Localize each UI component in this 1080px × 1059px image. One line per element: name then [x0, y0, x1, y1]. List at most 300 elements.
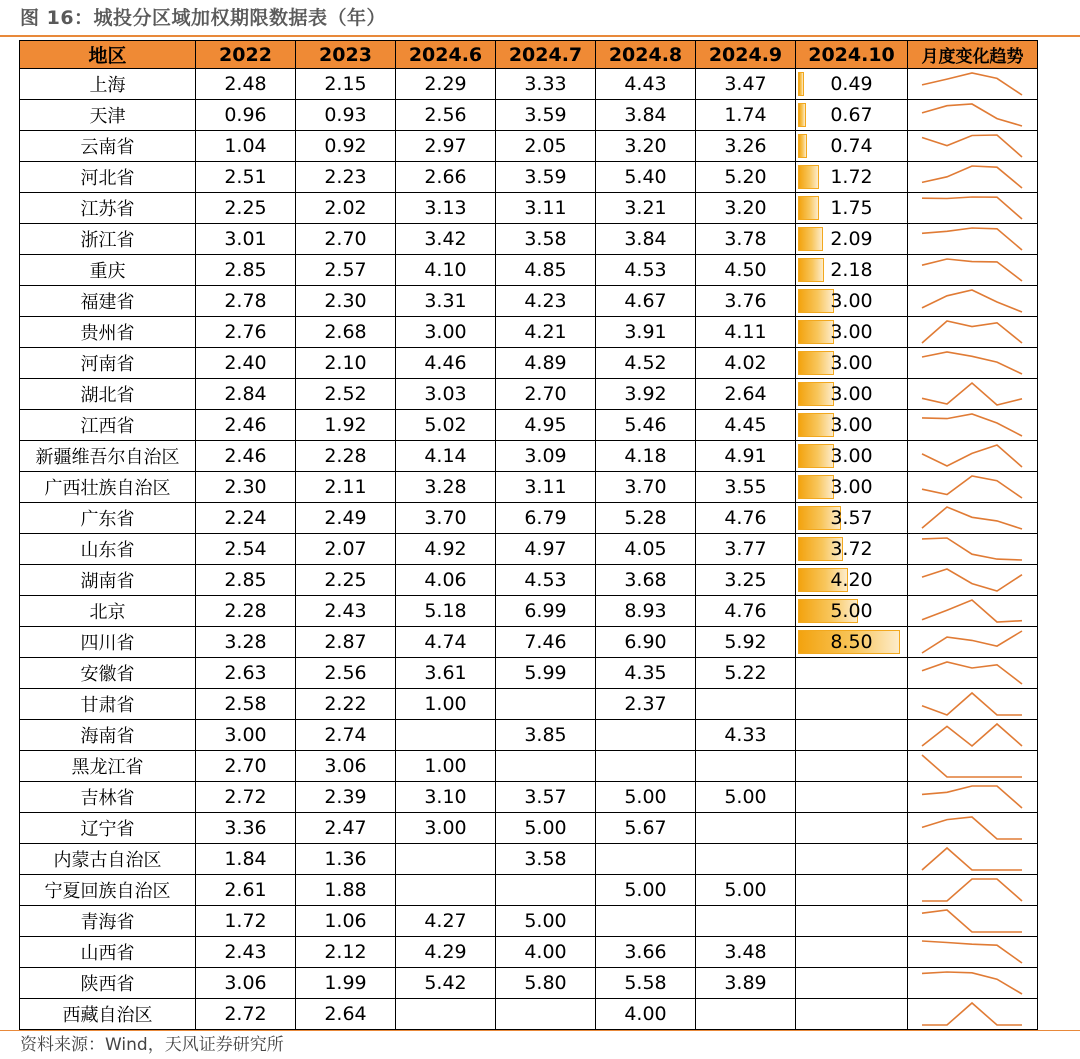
column-header-2024-6: 2024.6 — [396, 41, 496, 69]
value-cell-m6: 4.74 — [396, 627, 496, 658]
value-cell-m8 — [596, 844, 696, 875]
value-cell-m8: 3.84 — [596, 224, 696, 255]
data-bar — [798, 72, 804, 96]
sparkline-line — [922, 259, 1022, 281]
value-cell-y2022: 2.84 — [196, 379, 296, 410]
value-cell-m7: 3.59 — [496, 162, 596, 193]
trend-cell — [908, 999, 1038, 1030]
region-cell: 青海省 — [20, 906, 196, 937]
value-cell-m10 — [796, 999, 908, 1030]
value-cell-m7: 4.89 — [496, 348, 596, 379]
value-cell-m9: 3.55 — [696, 472, 796, 503]
value-cell-y2023: 2.07 — [296, 534, 396, 565]
sparkline-chart — [908, 100, 1036, 130]
value-cell-m8: 4.00 — [596, 999, 696, 1030]
table-row — [20, 286, 1038, 317]
value-cell-m6: 3.10 — [396, 782, 496, 813]
value-cell-y2023: 3.06 — [296, 751, 396, 782]
trend-cell — [908, 317, 1038, 348]
value-cell-m8: 4.35 — [596, 658, 696, 689]
value-cell-y2022: 2.85 — [196, 255, 296, 286]
column-header-2023: 2023 — [296, 41, 396, 69]
table-row — [20, 503, 1038, 534]
value-cell-m10 — [796, 131, 908, 162]
value-cell-m9: 3.89 — [696, 968, 796, 999]
region-cell: 北京 — [20, 596, 196, 627]
value-cell-y2023: 2.30 — [296, 286, 396, 317]
sparkline-line — [922, 693, 1022, 715]
trend-cell — [908, 472, 1038, 503]
value-cell-y2023: 2.87 — [296, 627, 396, 658]
sparkline-line — [922, 724, 1022, 746]
sparkline-line — [922, 321, 1022, 343]
value-cell-m9: 3.77 — [696, 534, 796, 565]
sparkline-line — [922, 817, 1022, 839]
value-label-m10: 3.00 — [830, 290, 873, 312]
value-cell-y2023: 2.52 — [296, 379, 396, 410]
value-cell-y2022: 2.63 — [196, 658, 296, 689]
region-cell: 福建省 — [20, 286, 196, 317]
value-cell-m10 — [796, 472, 908, 503]
sparkline-chart — [908, 348, 1036, 378]
sparkline-line — [922, 383, 1022, 405]
region-cell: 河南省 — [20, 348, 196, 379]
sparkline-line — [922, 1003, 1022, 1025]
value-cell-m7: 5.00 — [496, 813, 596, 844]
value-cell-y2023: 1.92 — [296, 410, 396, 441]
value-cell-m10 — [796, 627, 908, 658]
value-cell-m9 — [696, 844, 796, 875]
value-cell-m6: 3.61 — [396, 658, 496, 689]
value-cell-m8: 6.90 — [596, 627, 696, 658]
value-label-m10: 0.67 — [830, 104, 873, 126]
value-cell-y2022: 2.51 — [196, 162, 296, 193]
value-cell-y2022: 3.01 — [196, 224, 296, 255]
table-row — [20, 410, 1038, 441]
value-cell-y2022: 1.84 — [196, 844, 296, 875]
sparkline-line — [922, 910, 1022, 932]
value-cell-m7 — [496, 999, 596, 1030]
region-cell: 河北省 — [20, 162, 196, 193]
value-cell-m6: 4.92 — [396, 534, 496, 565]
sparkline-chart — [908, 596, 1036, 626]
value-label-m10: 3.00 — [830, 476, 873, 498]
value-cell-m10 — [796, 286, 908, 317]
region-cell: 贵州省 — [20, 317, 196, 348]
region-cell: 江苏省 — [20, 193, 196, 224]
value-cell-m7: 3.85 — [496, 720, 596, 751]
value-cell-m6: 5.42 — [396, 968, 496, 999]
data-bar — [798, 413, 834, 437]
value-label-m10: 3.57 — [830, 507, 873, 529]
value-cell-m7: 3.57 — [496, 782, 596, 813]
sparkline-chart — [908, 503, 1036, 533]
trend-cell — [908, 255, 1038, 286]
value-cell-y2023: 1.36 — [296, 844, 396, 875]
value-cell-m8: 5.67 — [596, 813, 696, 844]
value-cell-m8: 3.84 — [596, 100, 696, 131]
value-cell-m9 — [696, 906, 796, 937]
value-cell-m7: 5.80 — [496, 968, 596, 999]
value-cell-m7: 3.33 — [496, 69, 596, 100]
trend-cell — [908, 689, 1038, 720]
value-cell-y2022: 3.00 — [196, 720, 296, 751]
region-cell: 上海 — [20, 69, 196, 100]
sparkline-chart — [908, 69, 1036, 99]
region-cell: 云南省 — [20, 131, 196, 162]
value-cell-m6: 4.06 — [396, 565, 496, 596]
value-cell-m6: 4.46 — [396, 348, 496, 379]
value-cell-m9: 3.25 — [696, 565, 796, 596]
value-cell-y2022: 2.40 — [196, 348, 296, 379]
sparkline-line — [922, 848, 1022, 870]
sparkline-chart — [908, 751, 1036, 781]
table-row — [20, 565, 1038, 596]
column-header-2022: 2022 — [196, 41, 296, 69]
value-cell-y2022: 2.61 — [196, 875, 296, 906]
value-cell-m9: 5.20 — [696, 162, 796, 193]
table-row — [20, 162, 1038, 193]
value-cell-m8: 3.66 — [596, 937, 696, 968]
value-cell-m9: 4.11 — [696, 317, 796, 348]
value-cell-y2023: 0.93 — [296, 100, 396, 131]
table-row — [20, 193, 1038, 224]
trend-cell — [908, 596, 1038, 627]
region-cell: 辽宁省 — [20, 813, 196, 844]
value-cell-m8: 3.91 — [596, 317, 696, 348]
value-cell-m9: 3.20 — [696, 193, 796, 224]
trend-cell — [908, 410, 1038, 441]
value-cell-m10 — [796, 782, 908, 813]
trend-cell — [908, 627, 1038, 658]
value-cell-y2023: 2.10 — [296, 348, 396, 379]
table-row — [20, 131, 1038, 162]
value-cell-y2022: 2.24 — [196, 503, 296, 534]
trend-cell — [908, 224, 1038, 255]
value-cell-m9: 5.22 — [696, 658, 796, 689]
value-cell-m9: 3.47 — [696, 69, 796, 100]
value-label-m10: 3.72 — [830, 538, 873, 560]
trend-cell — [908, 162, 1038, 193]
value-cell-y2022: 2.72 — [196, 782, 296, 813]
table-row — [20, 379, 1038, 410]
data-bar — [798, 227, 823, 251]
sparkline-chart — [908, 193, 1036, 223]
value-cell-y2023: 2.68 — [296, 317, 396, 348]
value-label-m10: 5.00 — [830, 600, 873, 622]
value-cell-m7: 3.59 — [496, 100, 596, 131]
sparkline-chart — [908, 906, 1036, 936]
region-cell: 陕西省 — [20, 968, 196, 999]
value-cell-y2023: 2.64 — [296, 999, 396, 1030]
sparkline-chart — [908, 968, 1036, 998]
value-cell-m9: 4.76 — [696, 503, 796, 534]
sparkline-chart — [908, 813, 1036, 843]
value-cell-m8: 5.46 — [596, 410, 696, 441]
data-bar — [798, 196, 819, 220]
value-cell-y2023: 2.28 — [296, 441, 396, 472]
value-cell-m9: 4.02 — [696, 348, 796, 379]
value-cell-m6: 4.29 — [396, 937, 496, 968]
trend-cell — [908, 286, 1038, 317]
value-cell-m9: 3.78 — [696, 224, 796, 255]
value-cell-m10 — [796, 69, 908, 100]
value-cell-m6: 3.28 — [396, 472, 496, 503]
column-header-2024-8: 2024.8 — [596, 41, 696, 69]
value-cell-m7: 4.21 — [496, 317, 596, 348]
table-row — [20, 441, 1038, 472]
region-cell: 重庆 — [20, 255, 196, 286]
value-cell-m10 — [796, 906, 908, 937]
value-cell-m8: 3.20 — [596, 131, 696, 162]
value-cell-m10 — [796, 100, 908, 131]
sparkline-line — [922, 631, 1022, 653]
value-cell-m7: 7.46 — [496, 627, 596, 658]
value-cell-m6: 3.00 — [396, 813, 496, 844]
sparkline-chart — [908, 472, 1036, 502]
value-cell-m10 — [796, 751, 908, 782]
value-label-m10: 3.00 — [830, 321, 873, 343]
value-cell-m6: 3.13 — [396, 193, 496, 224]
value-cell-y2022: 2.58 — [196, 689, 296, 720]
region-cell: 甘肃省 — [20, 689, 196, 720]
value-cell-m9 — [696, 999, 796, 1030]
value-cell-y2023: 2.43 — [296, 596, 396, 627]
value-cell-m8: 3.92 — [596, 379, 696, 410]
source-note: 资料来源：Wind，天风证券研究所 — [20, 1035, 284, 1055]
data-bar — [798, 320, 834, 344]
value-label-m10: 4.20 — [830, 569, 873, 591]
table-row — [20, 968, 1038, 999]
data-bar — [798, 382, 834, 406]
value-cell-y2022: 2.85 — [196, 565, 296, 596]
value-cell-y2022: 1.72 — [196, 906, 296, 937]
value-label-m10: 0.74 — [830, 135, 873, 157]
value-cell-m10 — [796, 224, 908, 255]
table-row — [20, 906, 1038, 937]
value-cell-m7: 3.09 — [496, 441, 596, 472]
value-cell-y2022: 2.72 — [196, 999, 296, 1030]
region-cell: 内蒙古自治区 — [20, 844, 196, 875]
value-cell-m9: 5.00 — [696, 782, 796, 813]
value-cell-y2023: 1.88 — [296, 875, 396, 906]
value-cell-m10 — [796, 689, 908, 720]
value-cell-y2022: 2.30 — [196, 472, 296, 503]
value-cell-y2023: 2.25 — [296, 565, 396, 596]
value-cell-m8: 5.28 — [596, 503, 696, 534]
sparkline-line — [922, 476, 1022, 498]
value-cell-y2022: 3.06 — [196, 968, 296, 999]
sparkline-line — [922, 290, 1022, 312]
value-cell-y2022: 2.46 — [196, 410, 296, 441]
value-label-m10: 2.18 — [830, 259, 873, 281]
value-cell-y2023: 2.11 — [296, 472, 396, 503]
trend-cell — [908, 906, 1038, 937]
value-cell-m10 — [796, 596, 908, 627]
value-cell-m8: 4.05 — [596, 534, 696, 565]
trend-cell — [908, 379, 1038, 410]
value-label-m10: 3.00 — [830, 383, 873, 405]
value-label-m10: 3.00 — [830, 352, 873, 374]
table-row — [20, 100, 1038, 131]
value-cell-m6: 2.56 — [396, 100, 496, 131]
sparkline-line — [922, 73, 1022, 95]
source-divider — [0, 1030, 1080, 1031]
table-row — [20, 224, 1038, 255]
value-cell-m8: 4.53 — [596, 255, 696, 286]
value-label-m10: 2.09 — [830, 228, 873, 250]
region-cell: 黑龙江省 — [20, 751, 196, 782]
region-cell: 宁夏回族自治区 — [20, 875, 196, 906]
sparkline-line — [922, 972, 1022, 994]
trend-cell — [908, 348, 1038, 379]
value-cell-m7 — [496, 875, 596, 906]
value-cell-y2022: 2.28 — [196, 596, 296, 627]
sparkline-line — [922, 755, 1022, 777]
value-cell-m9 — [696, 751, 796, 782]
value-cell-m7: 6.99 — [496, 596, 596, 627]
sparkline-chart — [908, 224, 1036, 254]
sparkline-line — [922, 135, 1022, 157]
value-cell-m9: 4.45 — [696, 410, 796, 441]
value-cell-y2023: 1.99 — [296, 968, 396, 999]
trend-cell — [908, 565, 1038, 596]
value-cell-m8: 5.40 — [596, 162, 696, 193]
value-cell-m10 — [796, 317, 908, 348]
value-cell-m8: 5.00 — [596, 875, 696, 906]
value-cell-y2022: 1.04 — [196, 131, 296, 162]
value-cell-m6: 4.14 — [396, 441, 496, 472]
value-cell-m10 — [796, 875, 908, 906]
sparkline-line — [922, 445, 1022, 467]
region-cell: 山西省 — [20, 937, 196, 968]
value-cell-y2023: 2.57 — [296, 255, 396, 286]
table-row — [20, 255, 1038, 286]
trend-cell — [908, 782, 1038, 813]
value-cell-y2022: 0.96 — [196, 100, 296, 131]
region-cell: 新疆维吾尔自治区 — [20, 441, 196, 472]
value-cell-y2023: 2.15 — [296, 69, 396, 100]
value-cell-m7: 2.70 — [496, 379, 596, 410]
value-cell-m9: 3.48 — [696, 937, 796, 968]
sparkline-chart — [908, 410, 1036, 440]
value-cell-y2022: 2.46 — [196, 441, 296, 472]
value-cell-m6 — [396, 999, 496, 1030]
value-cell-m10 — [796, 534, 908, 565]
value-cell-m6: 3.03 — [396, 379, 496, 410]
table-row — [20, 348, 1038, 379]
value-cell-m7: 3.11 — [496, 472, 596, 503]
value-cell-m10 — [796, 565, 908, 596]
value-cell-m9 — [696, 689, 796, 720]
value-cell-m7: 4.53 — [496, 565, 596, 596]
value-cell-m6: 3.42 — [396, 224, 496, 255]
sparkline-chart — [908, 844, 1036, 874]
value-cell-m7: 2.05 — [496, 131, 596, 162]
sparkline-chart — [908, 689, 1036, 719]
region-cell: 山东省 — [20, 534, 196, 565]
table-row — [20, 317, 1038, 348]
region-cell: 吉林省 — [20, 782, 196, 813]
trend-cell — [908, 937, 1038, 968]
value-cell-m7: 3.11 — [496, 193, 596, 224]
data-bar — [798, 289, 834, 313]
value-cell-m8: 3.68 — [596, 565, 696, 596]
table-row — [20, 844, 1038, 875]
value-cell-y2023: 2.56 — [296, 658, 396, 689]
sparkline-line — [922, 414, 1022, 436]
data-bar — [798, 103, 806, 127]
value-cell-m7: 4.00 — [496, 937, 596, 968]
sparkline-chart — [908, 999, 1036, 1029]
sparkline-chart — [908, 286, 1036, 316]
value-cell-m6: 2.66 — [396, 162, 496, 193]
value-cell-m9: 5.00 — [696, 875, 796, 906]
table-row — [20, 751, 1038, 782]
data-bar — [798, 351, 834, 375]
sparkline-line — [922, 538, 1022, 560]
region-cell: 广东省 — [20, 503, 196, 534]
trend-cell — [908, 441, 1038, 472]
value-cell-m9: 4.91 — [696, 441, 796, 472]
column-header-2024-10: 2024.10 — [796, 41, 908, 69]
value-cell-y2022: 3.28 — [196, 627, 296, 658]
value-cell-m10 — [796, 968, 908, 999]
value-cell-m9: 4.50 — [696, 255, 796, 286]
weighted-term-table — [19, 40, 1038, 1030]
value-label-m10: 8.50 — [830, 631, 873, 653]
value-label-m10: 3.00 — [830, 414, 873, 436]
value-cell-y2023: 1.06 — [296, 906, 396, 937]
value-cell-m7: 4.85 — [496, 255, 596, 286]
region-cell: 西藏自治区 — [20, 999, 196, 1030]
value-cell-m6: 5.02 — [396, 410, 496, 441]
value-cell-m8: 4.67 — [596, 286, 696, 317]
sparkline-chart — [908, 782, 1036, 812]
table-row — [20, 999, 1038, 1030]
value-cell-m8: 3.70 — [596, 472, 696, 503]
value-cell-y2023: 2.39 — [296, 782, 396, 813]
value-cell-m6: 3.00 — [396, 317, 496, 348]
value-cell-m8: 5.00 — [596, 782, 696, 813]
trend-cell — [908, 968, 1038, 999]
region-cell: 安徽省 — [20, 658, 196, 689]
sparkline-line — [922, 600, 1022, 622]
trend-cell — [908, 131, 1038, 162]
region-cell: 江西省 — [20, 410, 196, 441]
trend-cell — [908, 813, 1038, 844]
region-cell: 天津 — [20, 100, 196, 131]
value-cell-m8: 8.93 — [596, 596, 696, 627]
value-cell-m7: 5.00 — [496, 906, 596, 937]
column-header-2024-9: 2024.9 — [696, 41, 796, 69]
value-cell-m6 — [396, 844, 496, 875]
value-cell-m6: 1.00 — [396, 751, 496, 782]
table-row — [20, 627, 1038, 658]
value-cell-m6: 3.31 — [396, 286, 496, 317]
value-cell-m7: 4.95 — [496, 410, 596, 441]
value-cell-y2022: 2.43 — [196, 937, 296, 968]
trend-cell — [908, 100, 1038, 131]
sparkline-line — [922, 507, 1022, 529]
sparkline-chart — [908, 875, 1036, 905]
value-cell-m6: 5.18 — [396, 596, 496, 627]
value-cell-y2023: 2.22 — [296, 689, 396, 720]
value-cell-m7: 5.99 — [496, 658, 596, 689]
value-cell-m8: 2.37 — [596, 689, 696, 720]
value-cell-y2023: 2.12 — [296, 937, 396, 968]
value-cell-m6: 3.70 — [396, 503, 496, 534]
